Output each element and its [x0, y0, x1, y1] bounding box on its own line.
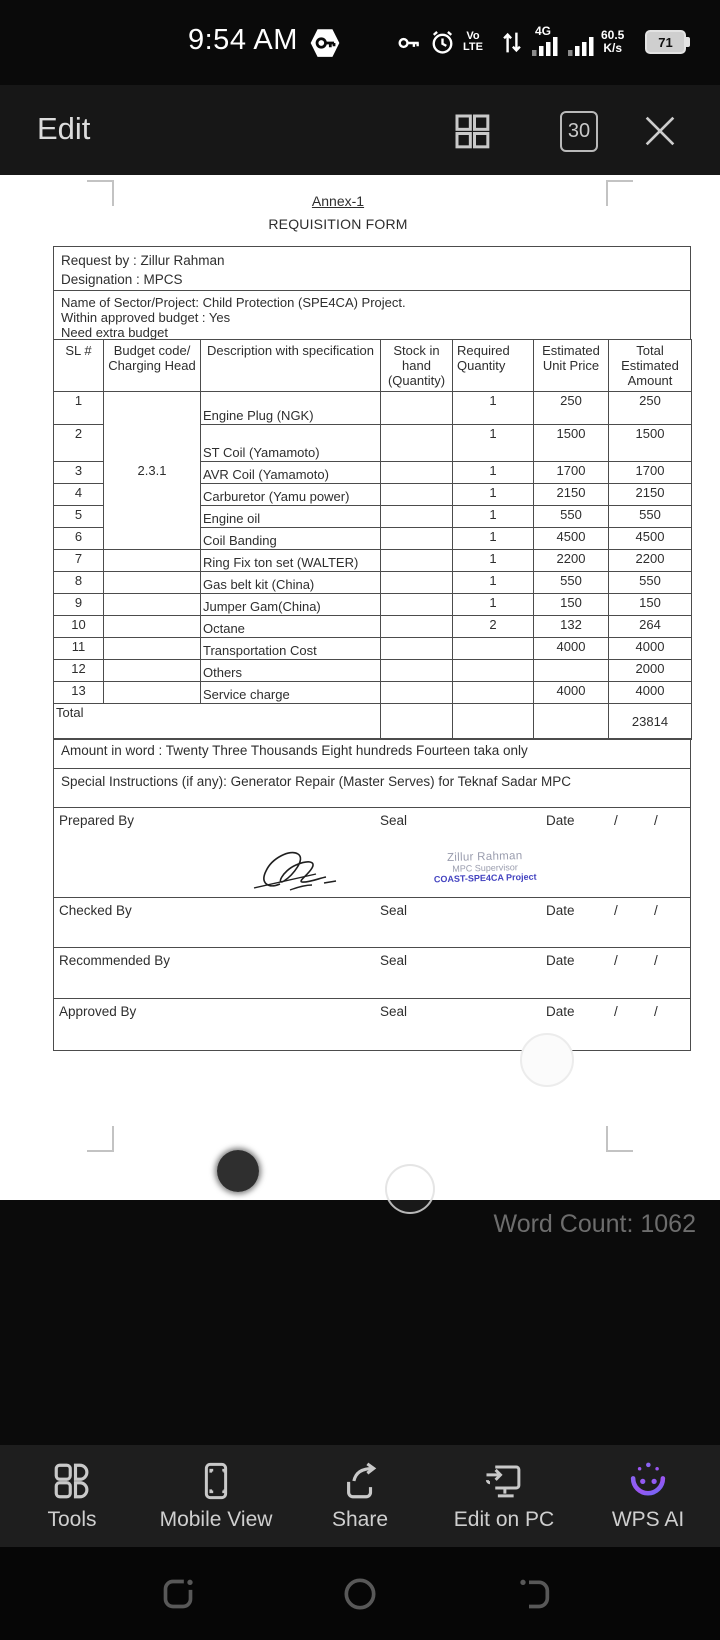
prepared-by-row — [53, 807, 691, 898]
table-cell: 4 — [54, 484, 104, 506]
table-cell — [534, 660, 609, 682]
date-label: Date — [546, 1004, 575, 1019]
handwritten-signature — [246, 841, 356, 908]
share-button[interactable] — [288, 1445, 432, 1547]
table-row — [54, 660, 692, 682]
mobile-view-button[interactable] — [144, 1445, 288, 1547]
budget-code-cell: 2.3.1 — [104, 392, 201, 550]
table-cell: 2000 — [609, 660, 692, 682]
wps-ai-button[interactable] — [576, 1445, 720, 1547]
table-cell — [534, 704, 609, 740]
table-header-row — [54, 340, 692, 392]
edit-toolbar — [0, 85, 720, 175]
table-cell: 1700 — [534, 462, 609, 484]
table-cell: 1 — [453, 572, 534, 594]
table-cell — [381, 638, 453, 660]
table-cell: 8 — [54, 572, 104, 594]
wps-ai-smiley-icon — [627, 1460, 669, 1502]
table-cell — [381, 572, 453, 594]
date-slash: / — [654, 813, 658, 828]
col-header-budget: Budget code/ Charging Head — [104, 340, 201, 392]
recents-icon — [158, 1574, 198, 1614]
table-cell: 7 — [54, 550, 104, 572]
table-cell: 1 — [54, 392, 104, 425]
table-cell — [104, 638, 201, 660]
touch-indicator-circle — [520, 1033, 574, 1087]
col-header-sl: SL # — [54, 340, 104, 392]
table-cell — [104, 616, 201, 638]
document-page[interactable] — [0, 175, 720, 1200]
table-cell — [104, 660, 201, 682]
table-cell — [104, 572, 201, 594]
touch-indicator-circle — [385, 1164, 435, 1214]
col-header-stock: Stock in hand (Quantity) — [381, 340, 453, 392]
table-cell: 6 — [54, 528, 104, 550]
table-cell: 3 — [54, 462, 104, 484]
extra-budget-line: Need extra budget — [61, 325, 168, 340]
approved-by-row — [53, 998, 691, 1051]
table-cell: 264 — [609, 616, 692, 638]
signal-bars-sim2-icon — [566, 30, 600, 65]
checked-by-row — [53, 897, 691, 948]
col-header-unit-price: Estimated Unit Price — [534, 340, 609, 392]
table-cell: ST Coil (Yamamoto) — [201, 425, 381, 462]
table-cell: 150 — [534, 594, 609, 616]
special-instructions-box — [53, 768, 691, 808]
date-slash: / — [614, 903, 618, 918]
table-cell: 11 — [54, 638, 104, 660]
edit-on-pc-button[interactable] — [432, 1445, 576, 1547]
toolbar-item-label: WPS AI — [611, 1508, 685, 1531]
word-count: Word Count: 1062 — [493, 1210, 696, 1238]
table-cell: 1 — [453, 392, 534, 425]
table-cell: Engine Plug (NGK) — [201, 392, 381, 425]
table-cell — [381, 550, 453, 572]
table-cell: 1 — [453, 425, 534, 462]
amount-in-words: Amount in word : Twenty Three Thousands Eight hundreds Fourteen taka only — [61, 743, 528, 758]
status-bar — [0, 0, 720, 85]
requisition-table-body — [54, 392, 692, 704]
close-button[interactable] — [638, 109, 682, 153]
table-cell — [453, 704, 534, 740]
table-cell: 2 — [54, 425, 104, 462]
margin-corner-mark — [87, 1126, 114, 1152]
close-icon — [640, 111, 680, 151]
table-row — [54, 682, 692, 704]
table-row — [54, 550, 692, 572]
table-cell: 132 — [534, 616, 609, 638]
battery-icon — [645, 30, 691, 54]
seal-label: Seal — [380, 903, 408, 918]
table-cell — [381, 660, 453, 682]
toolbar-item-label: Edit on PC — [453, 1508, 555, 1531]
home-button[interactable] — [338, 1572, 382, 1616]
table-cell — [381, 616, 453, 638]
table-cell: 1500 — [534, 425, 609, 462]
toolbar-item-label: Mobile View — [159, 1508, 273, 1531]
table-total-row — [54, 704, 692, 740]
margin-corner-mark — [606, 1126, 633, 1152]
requester-box — [53, 246, 691, 291]
edit-mode-button[interactable]: Edit — [37, 111, 91, 146]
table-cell: Gas belt kit (China) — [201, 572, 381, 594]
tools-grid-icon — [51, 1460, 93, 1502]
table-cell: Transportation Cost — [201, 638, 381, 660]
mobile-view-icon — [195, 1460, 237, 1502]
battery-level: 71 — [658, 34, 673, 50]
date-slash: / — [614, 953, 618, 968]
page-indicator: 30 — [560, 111, 598, 152]
seal-label: Seal — [380, 1004, 408, 1019]
grid-view-button[interactable] — [450, 109, 494, 153]
data-activity-arrows-icon — [501, 28, 523, 62]
table-cell: Engine oil — [201, 506, 381, 528]
grand-total-value: 23814 — [609, 704, 692, 740]
sig-label: Prepared By — [59, 813, 135, 828]
request-by-line: Request by : Zillur Rahman — [61, 253, 225, 268]
sig-label: Recommended By — [59, 953, 171, 968]
back-icon — [514, 1574, 554, 1614]
stamp-role: MPC Supervisor — [452, 862, 518, 874]
table-cell: 150 — [609, 594, 692, 616]
home-circle-icon — [340, 1574, 380, 1614]
table-cell: 550 — [609, 572, 692, 594]
date-slash: / — [654, 903, 658, 918]
network-type-label: 4G — [535, 24, 552, 38]
table-cell: Carburetor (Yamu power) — [201, 484, 381, 506]
table-cell: 4500 — [534, 528, 609, 550]
table-cell — [453, 638, 534, 660]
table-cell: 4000 — [609, 638, 692, 660]
table-row — [54, 572, 692, 594]
table-cell: 1 — [453, 594, 534, 616]
table-cell: 4500 — [609, 528, 692, 550]
table-cell — [381, 484, 453, 506]
table-cell: 1700 — [609, 462, 692, 484]
seal-stamp — [415, 849, 556, 885]
touch-indicator-circle — [217, 1150, 259, 1192]
table-cell: 4000 — [609, 682, 692, 704]
seal-label: Seal — [380, 813, 408, 828]
table-cell: Coil Banding — [201, 528, 381, 550]
table-cell: Jumper Gam(China) — [201, 594, 381, 616]
table-cell — [381, 528, 453, 550]
table-cell: 2200 — [534, 550, 609, 572]
table-cell: AVR Coil (Yamamoto) — [201, 462, 381, 484]
clock-time: 9:54 AM — [188, 24, 298, 56]
page-number-button[interactable] — [557, 109, 601, 153]
col-header-description: Description with specification — [201, 340, 381, 392]
table-row — [54, 616, 692, 638]
table-cell: 1500 — [609, 425, 692, 462]
sig-label: Checked By — [59, 903, 132, 918]
annex-label: Annex-1 — [311, 193, 365, 209]
table-cell — [104, 594, 201, 616]
volte-indicator: Vo LTE — [463, 30, 483, 53]
toolbar-item-label: Tools — [47, 1508, 97, 1531]
table-cell: Octane — [201, 616, 381, 638]
stamp-name: Zillur Rahman — [446, 850, 523, 864]
table-row — [54, 638, 692, 660]
table-cell: Others — [201, 660, 381, 682]
android-navbar — [0, 1547, 720, 1640]
table-cell: 1 — [453, 484, 534, 506]
table-cell — [453, 660, 534, 682]
grid-icon — [452, 111, 492, 151]
amount-in-words-box — [53, 738, 691, 769]
table-cell: Service charge — [201, 682, 381, 704]
date-slash: / — [614, 1004, 618, 1019]
special-instructions: Special Instructions (if any): Generator Repair (Master Serves) for Teknaf Sadar MPC — [61, 774, 571, 789]
table-cell: 5 — [54, 506, 104, 528]
sig-label: Approved By — [59, 1004, 137, 1019]
date-slash: / — [614, 813, 618, 828]
canvas-background — [0, 1200, 720, 1445]
table-cell: 1 — [453, 528, 534, 550]
table-cell: 9 — [54, 594, 104, 616]
tools-button[interactable] — [0, 1445, 144, 1547]
back-button[interactable] — [512, 1572, 556, 1616]
col-header-total: Total Estimated Amount — [609, 340, 692, 392]
table-cell: 550 — [609, 506, 692, 528]
date-slash: / — [654, 953, 658, 968]
date-slash: / — [654, 1004, 658, 1019]
requisition-table — [53, 339, 692, 740]
table-cell — [381, 506, 453, 528]
table-cell: 250 — [609, 392, 692, 425]
notification-key-badge-icon — [308, 26, 342, 65]
table-cell: 13 — [54, 682, 104, 704]
table-cell: 1 — [453, 506, 534, 528]
seal-label: Seal — [380, 953, 408, 968]
table-cell — [381, 594, 453, 616]
date-label: Date — [546, 903, 575, 918]
table-cell — [381, 462, 453, 484]
table-row — [54, 392, 692, 425]
table-cell — [381, 682, 453, 704]
form-title: REQUISITION FORM — [268, 216, 408, 232]
share-icon — [339, 1460, 381, 1502]
table-cell: 1 — [453, 550, 534, 572]
table-cell: 2 — [453, 616, 534, 638]
recents-button[interactable] — [156, 1572, 200, 1616]
signal-bars-sim1-icon — [528, 24, 568, 65]
vpn-key-icon — [396, 30, 422, 61]
designation-line: Designation : MPCS — [61, 272, 183, 287]
table-cell — [381, 704, 453, 740]
table-cell: 4000 — [534, 638, 609, 660]
table-cell: 2150 — [534, 484, 609, 506]
stamp-project: COAST-SPE4CA Project — [433, 871, 537, 885]
total-label: Total — [54, 704, 381, 740]
date-label: Date — [546, 953, 575, 968]
network-speed: 60.5 K/s — [601, 28, 625, 55]
sector-line: Name of Sector/Project: Child Protection (SPE4CA) Project. — [61, 295, 406, 310]
recommended-by-row — [53, 947, 691, 999]
table-cell — [453, 682, 534, 704]
table-cell: 250 — [534, 392, 609, 425]
bottom-toolbar — [0, 1445, 720, 1547]
alarm-clock-icon — [429, 29, 456, 61]
table-cell: 550 — [534, 572, 609, 594]
date-label: Date — [546, 813, 575, 828]
table-cell — [381, 425, 453, 462]
table-row — [54, 594, 692, 616]
table-cell: 4000 — [534, 682, 609, 704]
table-cell: Ring Fix ton set (WALTER) — [201, 550, 381, 572]
toolbar-item-label: Share — [331, 1508, 389, 1531]
edit-on-pc-icon — [483, 1460, 525, 1502]
table-cell: 10 — [54, 616, 104, 638]
budget-line: Within approved budget : Yes — [61, 310, 231, 325]
table-cell: 1 — [453, 462, 534, 484]
table-cell — [104, 550, 201, 572]
table-cell: 12 — [54, 660, 104, 682]
project-box — [53, 290, 691, 340]
table-cell: 2200 — [609, 550, 692, 572]
col-header-required: Required Quantity — [453, 340, 534, 392]
table-cell: 2150 — [609, 484, 692, 506]
table-cell — [104, 682, 201, 704]
table-cell: 550 — [534, 506, 609, 528]
table-cell — [381, 392, 453, 425]
